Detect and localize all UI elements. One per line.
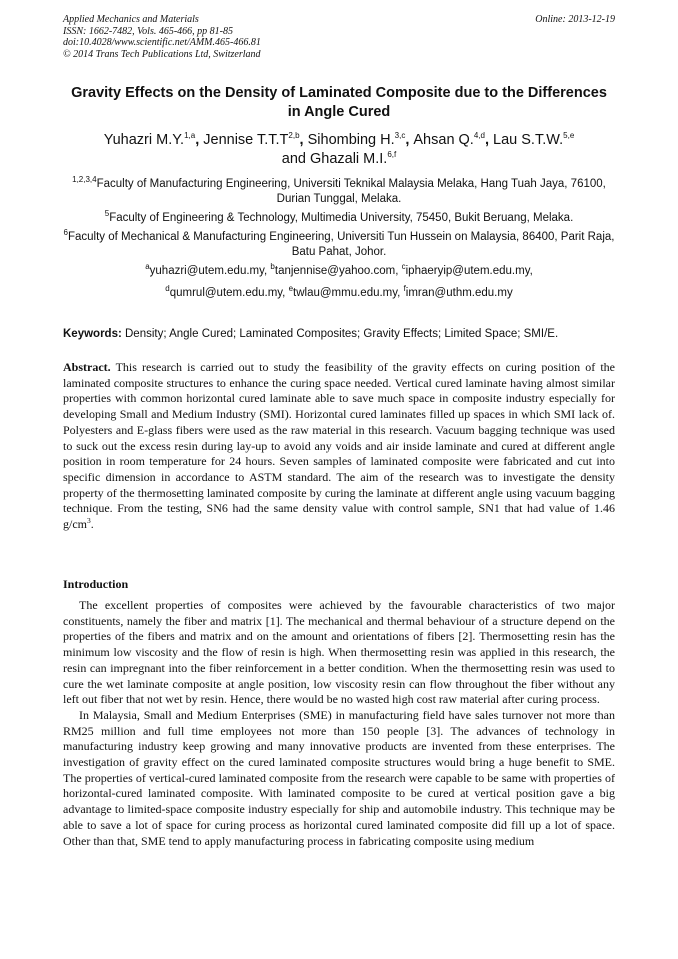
affiliation: [63, 177, 615, 207]
email-mark: a: [145, 262, 150, 272]
author-name: Sihombing H.: [307, 132, 395, 148]
paragraph: In Malaysia, Small and Medium Enterprises (SME) in manufacturing field have sales turnover not more than RM25 million and full time employees not more than 150 people [3]. The advances of technology in manufacturing industry keep growing and many innovative products are invented from these enterprises. The investigation of gravity effect on the cured laminated composite structures would bring a huge benefit to SME. The properties of vertical-cured laminated composite from the research were capable to be same with properties of horizontal-cured laminated composite. With laminated composite to be cured at vertical position gave a big advantage to limited-space composite industry especially for ship and automobile industry. This technique may be able to save a lot of space for curing process as horizontal cured laminated composite did fill up a lot of space. Other than that, SME tend to apply manufacturing process in fabricating composite using medium: [63, 707, 615, 848]
affiliation-text: Faculty of Engineering & Technology, Multimedia University, 75450, Bukit Beruang, Melaka.: [109, 212, 574, 224]
email-address[interactable]: yuhazri@utem.edu.my,: [149, 265, 271, 277]
affiliation-mark: 1,2,3,4: [72, 175, 97, 185]
author-name: Ahsan Q.: [413, 132, 474, 148]
abstract-superscript: 3: [87, 516, 91, 526]
author-affiliation-mark: 1,a: [184, 131, 196, 141]
keywords-text: Density; Angle Cured; Laminated Composites; Gravity Effects; Limited Space; SMI/E.: [121, 328, 559, 340]
affiliation: [63, 211, 615, 226]
email-address[interactable]: tanjennise@yahoo.com,: [274, 265, 402, 277]
email-list: [63, 264, 615, 301]
author-name: Lau S.T.W.: [493, 132, 564, 148]
affiliation-text: Faculty of Mechanical & Manufacturing Engineering, Universiti Tun Hussein on Malaysia, 86400, Parit Raja, Batu Pahat, Johor.: [67, 231, 615, 258]
journal-name: Applied Mechanics and Materials: [63, 14, 199, 25]
affiliation-mark: 5: [104, 209, 110, 219]
email-mark: b: [270, 262, 275, 272]
introduction-body: [63, 598, 615, 849]
author-affiliation-mark: 3,c: [394, 131, 406, 141]
author-name: Yuhazri M.Y.: [103, 132, 185, 148]
online-date: Online: 2013-12-19: [535, 14, 615, 25]
email-mark: d: [165, 284, 170, 294]
author-affiliation-mark: 5,e: [563, 131, 575, 141]
author-affiliation-mark: 6,f: [387, 150, 397, 160]
affiliation-text: Faculty of Manufacturing Engineering, Universiti Teknikal Malaysia Melaka, Hang Tuah Jaya, 76100, Durian Tunggal, Melaka.: [96, 178, 606, 205]
email-address[interactable]: imran@uthm.edu.my: [405, 287, 513, 299]
author-name: Jennise T.T.T: [203, 132, 289, 148]
email-address[interactable]: iphaeryip@utem.edu.my,: [405, 265, 533, 277]
affiliations: [63, 177, 615, 308]
author-affiliation-mark: 2,b: [288, 131, 300, 141]
affiliation: [63, 230, 615, 260]
journal-header: [63, 14, 615, 60]
email-mark: f: [403, 284, 406, 294]
email-mark: c: [401, 262, 406, 272]
abstract-label: Abstract.: [63, 360, 111, 374]
section-heading: Introduction: [63, 577, 129, 591]
keywords-label: Keywords:: [63, 328, 122, 340]
copyright-line: © 2014 Trans Tech Publications Ltd, Switzerland: [63, 48, 261, 60]
author-affiliation-mark: 4,d: [473, 131, 485, 141]
doi-line: doi:10.4028/www.scientific.net/AMM.465-466.81: [63, 37, 261, 48]
issn-line: ISSN: 1662-7482, Vols. 465-466, pp 81-85: [63, 25, 233, 37]
email-mark: e: [288, 284, 294, 294]
abstract-end: .: [90, 517, 94, 532]
paper-title: Gravity Effects on the Density of Laminated Composite due to the Differences in Angle Cured: [71, 85, 607, 120]
abstract-text: This research is carried out to study the feasibility of the gravity effects on curing position of the laminated composite structures to enhance the curing space needed. Vertical cured laminate having almost similar properties with common horizontal cured laminate able to save much space in composite industry especially for developing Small and Medium Industry (SMI). Horizontal cured laminates filled up spaces in which SMI lack of. Polyesters and E-glass fibers were used as the raw material in this research. Vacuum bagging technique was used to suck out the excess resin during lay-up to avoid any voids and air inside laminate and cured at different angle position in room temperature for 24 hours. Seven samples of laminated composite were fabricated and cut into specific dimension in accordance to ASTM standard. The aim of the research was to investigate the density property of the thermosetting laminated composite by curing the laminate at different angle using vacuum bagging technique. From the testing, SN6 had the same density value with control sample, SN1 that had value of 1.46 g/cm: [63, 360, 615, 532]
abstract: [63, 360, 615, 533]
email-address[interactable]: qumrul@utem.edu.my,: [169, 287, 289, 299]
author-list: Yuhazri M.Y.$^{1,a}$, Jennise $T.T.T^{2,b}$, Sihombing H.$^{3,c}$, Ahsan Q.$^{4,d}$, Lau S.T.W.$^{5,e}$ and Ghazali M.I.$^{6,f}$: [103, 131, 575, 167]
author-name: and Ghazali M.I.: [281, 151, 388, 167]
paragraph: The excellent properties of composites were achieved by the favourable characteristics of two major constituents, namely the fiber and matrix [1]. The mechanical and thermal behaviour of a structure depend on the properties of the fibers and matrix and on the amount and orientations of fibers [2]. Thermosetting resin has the minimum low viscosity and the flow of resin is high. When thermosetting resin was applied in this research, the resin can impregnant into the fiber reinforcement in a better condition. When the thermosetting resin was used to cure the wet laminate composite at angle position, low viscosity resin can flow throughout the fiber without any left out fiber that not wet by resin. Hence, there would be no wasted high cost raw material after curing process.: [63, 598, 615, 707]
affiliation-mark: 6: [63, 228, 68, 238]
email-address[interactable]: twlau@mmu.edu.my,: [293, 287, 404, 299]
keywords-line: [63, 327, 615, 341]
